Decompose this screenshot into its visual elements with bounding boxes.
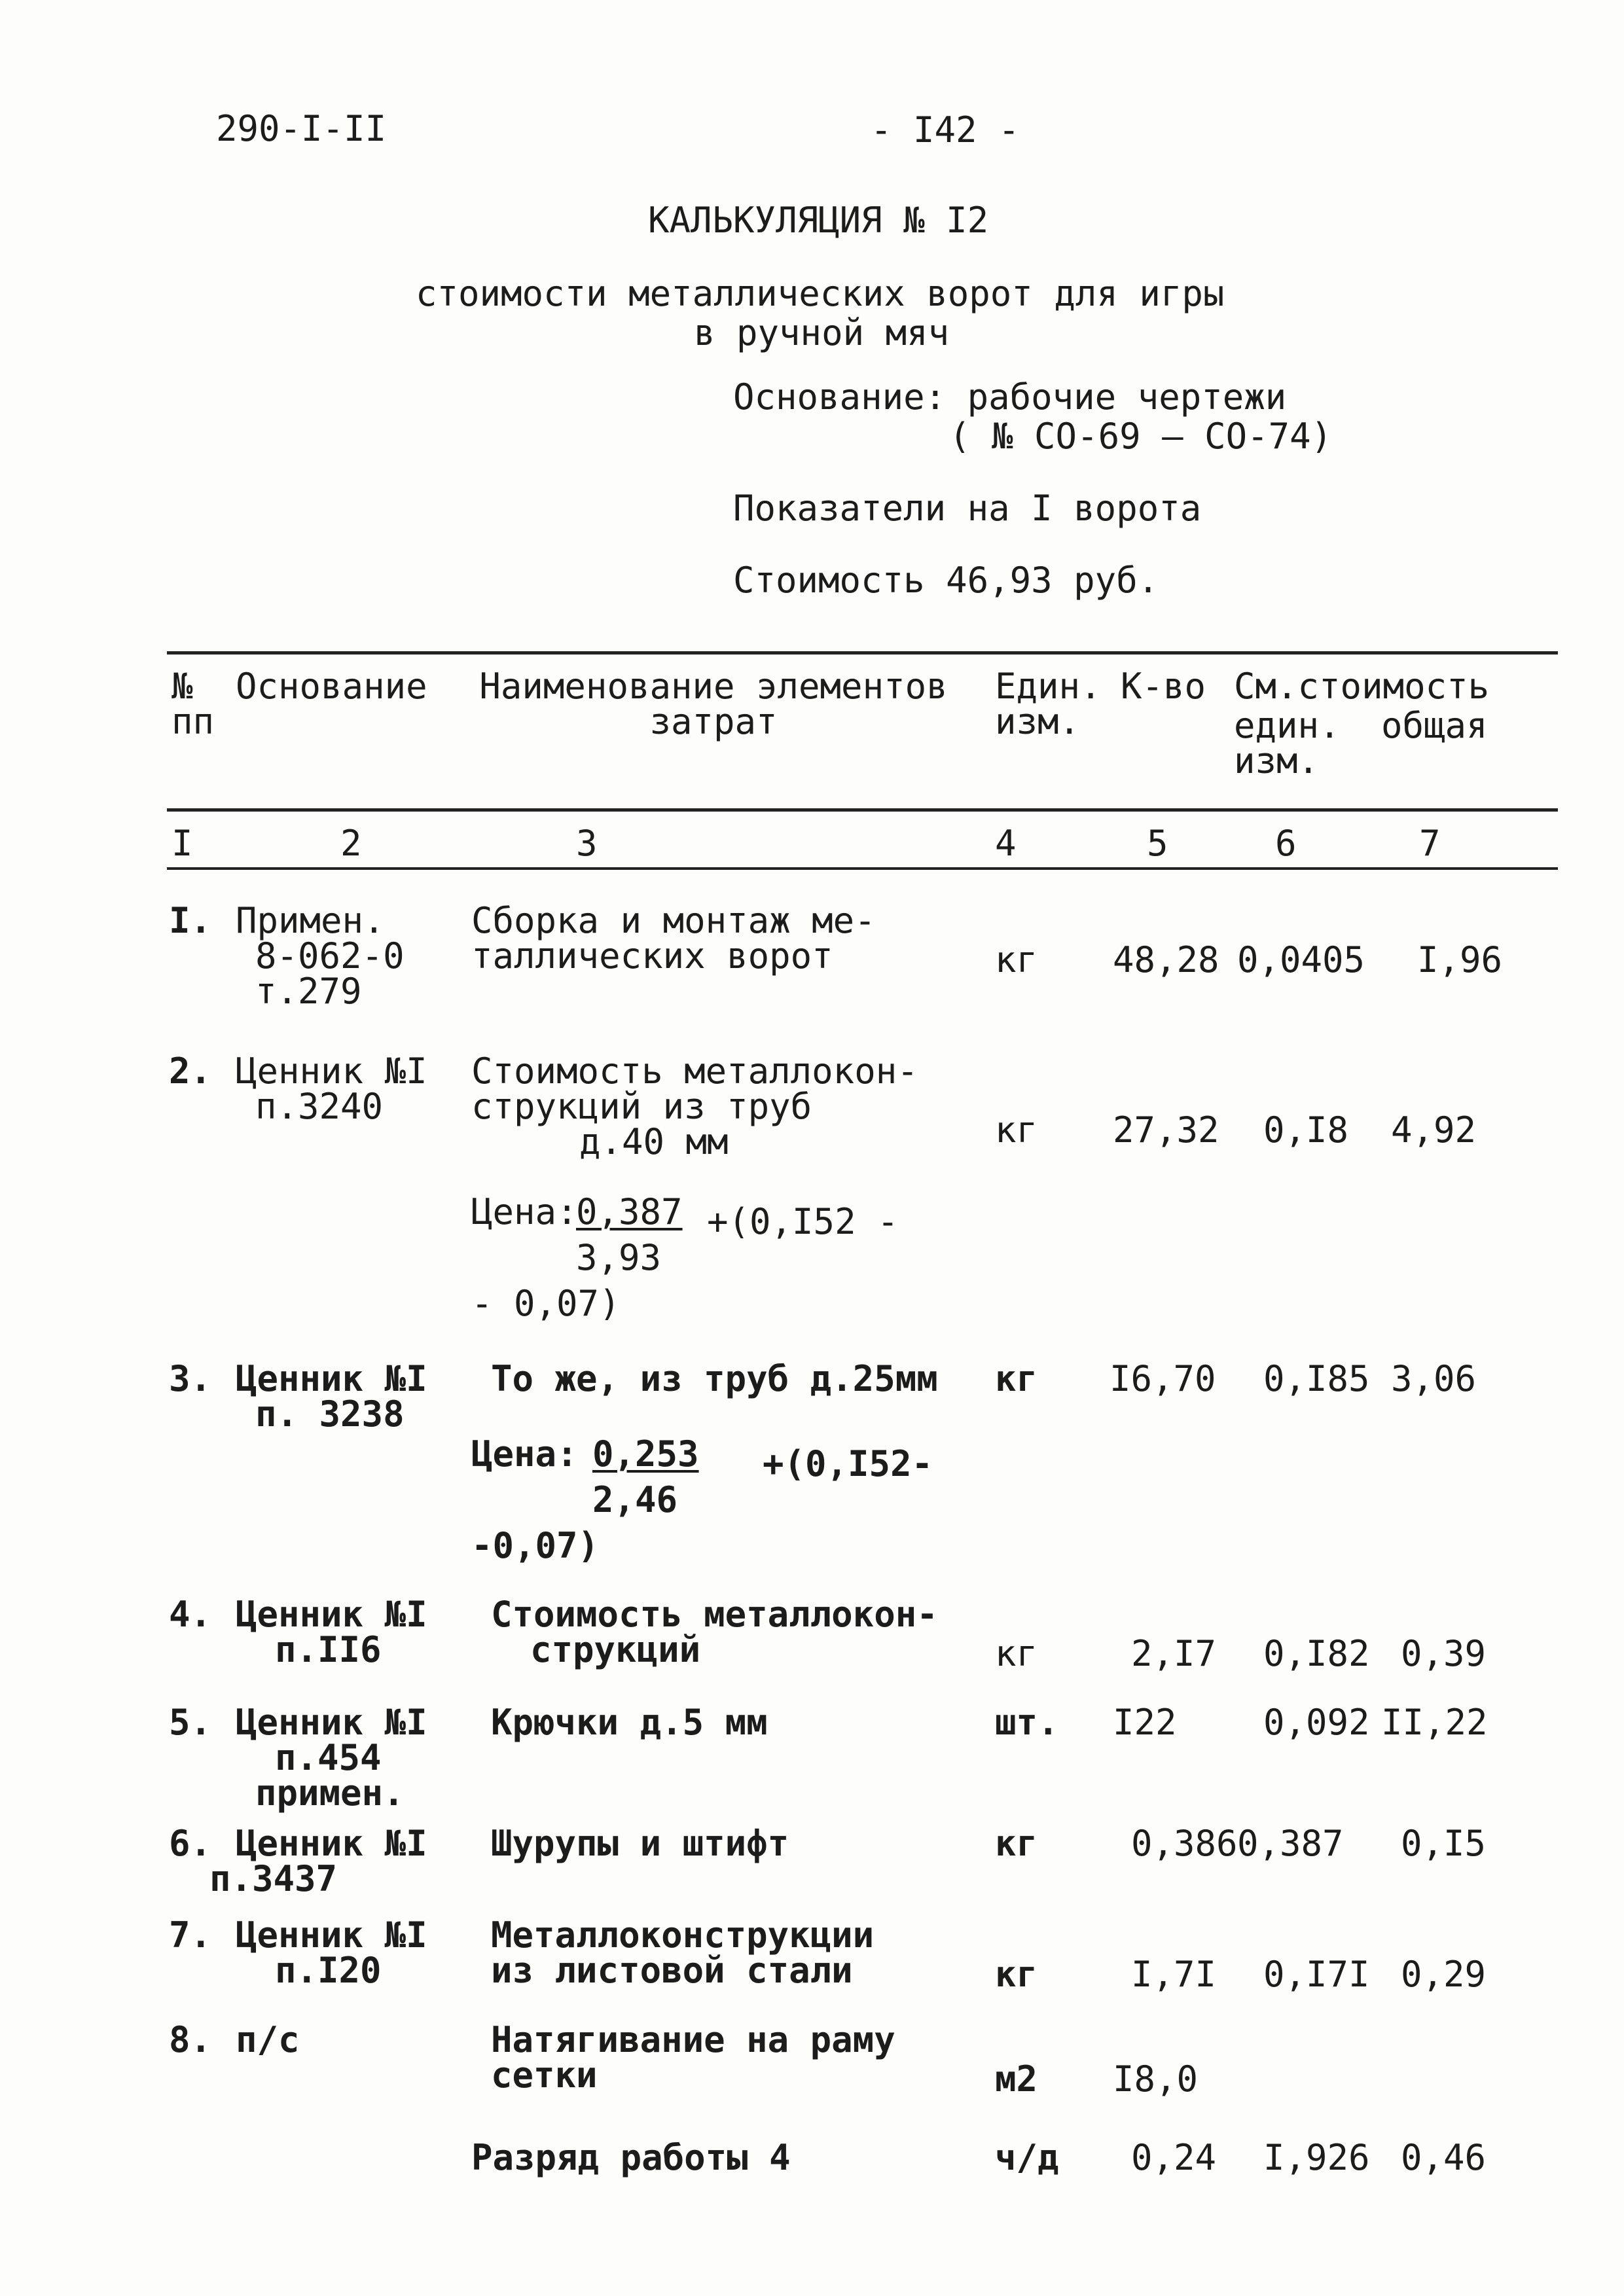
row2-price: 0,I8 [1263, 1109, 1349, 1151]
row4-basis-line2: п.II6 [275, 1629, 382, 1670]
colnum-5: 5 [1147, 823, 1168, 864]
row2-basis [236, 1050, 427, 1127]
colnum-bottom-rule [167, 867, 1558, 870]
header-name-line2: затрат [649, 701, 778, 742]
formula2-prefix: Цена: [471, 1191, 578, 1232]
row3-total: 3,06 [1391, 1358, 1477, 1399]
row1-price: 0,0405 [1237, 939, 1365, 980]
row5-unit: шт. [995, 1702, 1059, 1743]
row6-num: 6. [169, 1823, 212, 1864]
row4-basis-line1: Ценник №I [236, 1594, 427, 1635]
row2-name-line2: струкций из труб [471, 1086, 812, 1127]
subtitle-line1: стоимости металлических ворот для игры [416, 273, 1225, 314]
row4-name-line1: Стоимость металлокон- [491, 1594, 938, 1635]
header-cost-group: См.стоимость [1234, 666, 1490, 707]
row1-name-line2: таллических ворот [471, 935, 833, 977]
header-qty: К-во [1121, 666, 1206, 707]
header-name-line1: Наименование элементов [479, 666, 948, 707]
row5-qty: I22 [1113, 1702, 1177, 1743]
row6-qty: 0,386 [1131, 1823, 1238, 1864]
row3-name: То же, из труб д.25мм [491, 1358, 938, 1399]
row5-basis [236, 1702, 427, 1814]
header-bottom-rule [167, 808, 1558, 812]
header-cost-unit [1234, 705, 1341, 781]
row3-price: 0,I85 [1263, 1358, 1370, 1399]
row1-total: I,96 [1417, 939, 1503, 980]
row3-basis-line1: Ценник №I [236, 1358, 427, 1399]
row2-name-line1: Стоимость металлокон- [471, 1050, 918, 1092]
table-top-rule [167, 651, 1558, 655]
row4-qty: 2,I7 [1131, 1633, 1217, 1674]
row3-basis [236, 1358, 427, 1435]
row4-basis [236, 1594, 427, 1670]
row6-name: Шурупы и штифт [491, 1823, 789, 1864]
row1-basis-line1: Примен. [236, 900, 385, 941]
colnum-7: 7 [1419, 823, 1441, 864]
formula3-denominator: 2,46 [592, 1479, 678, 1520]
row2-num: 2. [169, 1050, 212, 1092]
row1-name [471, 900, 876, 977]
row7-qty: I,7I [1131, 1954, 1217, 1995]
row8-num: 8. [169, 2019, 212, 2060]
row1-name-line1: Сборка и монтаж ме- [471, 900, 876, 941]
formula2-tail: +(0,I52 - [707, 1201, 899, 1242]
row9-unit: ч/д [995, 2137, 1059, 2178]
row9-total: 0,46 [1401, 2137, 1487, 2178]
row2-basis-line1: Ценник №I [236, 1050, 427, 1092]
indicators: Показатели на I ворота [733, 488, 1202, 529]
row2-unit: кг [995, 1109, 1038, 1151]
row3-qty: I6,70 [1110, 1358, 1216, 1399]
colnum-3: 3 [576, 823, 598, 864]
row6-price: 0,387 [1237, 1823, 1344, 1864]
row6-basis-line2: п.3437 [209, 1858, 338, 1899]
formula3-numerator: 0,253 [592, 1433, 699, 1475]
header-num-line2: пп [171, 701, 215, 742]
row2-name-line3: д.40 мм [579, 1121, 729, 1162]
subtitle-line2: в ручной мяч [694, 312, 950, 353]
row6-unit: кг [995, 1823, 1038, 1864]
row7-basis [236, 1914, 427, 1991]
row7-basis-line2: п.I20 [275, 1950, 382, 1991]
row8-name [491, 2019, 895, 2096]
document-title: КАЛЬКУЛЯЦИЯ № I2 [648, 200, 989, 241]
formula3-line2: -0,07) [471, 1525, 600, 1566]
header-unit-line2: изм. [995, 701, 1081, 742]
row5-basis-line1: Ценник №I [236, 1702, 427, 1743]
header-unit-line1: Един. [995, 666, 1102, 707]
row7-basis-line1: Ценник №I [236, 1914, 427, 1956]
row4-name-line2: струкций [530, 1629, 701, 1670]
formula2-denominator: 3,93 [576, 1237, 662, 1278]
formula3-prefix: Цена: [471, 1433, 578, 1475]
row4-total: 0,39 [1401, 1633, 1487, 1674]
row8-name-line1: Натягивание на раму [491, 2019, 895, 2060]
row6-total: 0,I5 [1401, 1823, 1487, 1864]
row7-total: 0,29 [1401, 1954, 1487, 1995]
row8-basis: п/с [236, 2019, 300, 2060]
row3-unit: кг [995, 1358, 1038, 1399]
header-cost-total: общая [1381, 705, 1488, 746]
row1-unit: кг [995, 939, 1038, 980]
row7-price: 0,I7I [1263, 1954, 1370, 1995]
row8-qty: I8,0 [1113, 2058, 1199, 2100]
row6-basis-line1: Ценник №I [236, 1823, 427, 1864]
cost-summary: Стоимость 46,93 руб. [733, 560, 1159, 601]
doc-code: 290-I-II [216, 108, 387, 149]
row7-unit: кг [995, 1954, 1038, 1995]
row6-basis [209, 1823, 427, 1899]
header-num-line1: № [171, 666, 193, 707]
formula3-tail: +(0,I52- [763, 1443, 933, 1484]
row9-price: I,926 [1263, 2137, 1370, 2178]
row1-qty: 48,28 [1113, 939, 1219, 980]
header-cost-unit-line1: един. [1234, 705, 1341, 746]
basis-refs: ( № СО-69 – СО-74) [949, 416, 1333, 457]
row2-name [471, 1050, 918, 1162]
row1-num: I. [169, 900, 212, 941]
row3-num: 3. [169, 1358, 212, 1399]
row7-name-line2: из листовой стали [491, 1950, 853, 1991]
row4-unit: кг [995, 1633, 1038, 1674]
row9-qty: 0,24 [1131, 2137, 1217, 2178]
row1-basis-line2: 8-062-0 [255, 935, 405, 977]
row5-name: Крючки д.5 мм [491, 1702, 768, 1743]
row4-price: 0,I82 [1263, 1633, 1370, 1674]
row7-num: 7. [169, 1914, 212, 1956]
row5-basis-line3: примен. [255, 1772, 405, 1814]
row4-num: 4. [169, 1594, 212, 1635]
header-unit [995, 666, 1102, 742]
page-number: - I42 - [871, 109, 1020, 151]
row5-total: II,22 [1381, 1702, 1488, 1743]
row7-name [491, 1914, 875, 1991]
row8-name-line2: сетки [491, 2054, 598, 2096]
row2-total: 4,92 [1391, 1109, 1477, 1151]
colnum-2: 2 [340, 823, 362, 864]
row7-name-line1: Металлоконструкции [491, 1914, 875, 1956]
basis-label: Основание: рабочие чертежи [733, 376, 1287, 418]
row1-basis [236, 900, 405, 1012]
row1-basis-line3: т.279 [255, 971, 362, 1012]
row2-basis-line2: п.3240 [255, 1086, 384, 1127]
header-basis: Основание [236, 666, 427, 707]
formula2-numerator: 0,387 [576, 1191, 683, 1232]
header-name [471, 666, 956, 742]
row9-name: Разряд работы 4 [471, 2137, 791, 2178]
colnum-4: 4 [995, 823, 1017, 864]
row5-price: 0,092 [1263, 1702, 1370, 1743]
row3-basis-line2: п. 3238 [255, 1393, 405, 1435]
colnum-6: 6 [1275, 823, 1297, 864]
row2-qty: 27,32 [1113, 1109, 1219, 1151]
row4-name [491, 1594, 938, 1670]
header-cost-unit-line2: изм. [1234, 740, 1320, 781]
formula2-line2: - 0,07) [471, 1283, 621, 1324]
header-num [171, 666, 215, 742]
row5-basis-line2: п.454 [275, 1737, 382, 1778]
colnum-1: I [171, 823, 193, 864]
row5-num: 5. [169, 1702, 212, 1743]
row8-unit: м2 [995, 2058, 1038, 2100]
